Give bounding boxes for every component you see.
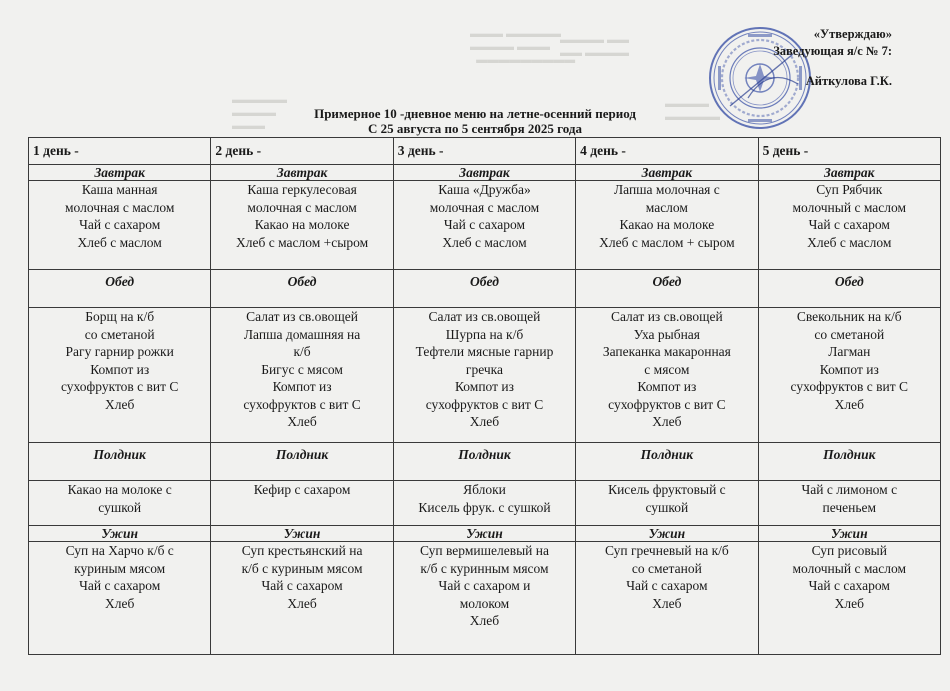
menu-cell-lunch-day4 (576, 308, 758, 443)
menu-cell-breakfast-day5 (758, 181, 940, 270)
dish-line: к/б (293, 344, 311, 359)
meal-label-snack: Полдник (29, 443, 211, 481)
dish-line: печеньем (822, 499, 877, 515)
dish-line: Суп рисовый (811, 543, 887, 558)
dish-line: Хлеб (652, 595, 682, 611)
dish-line: Хлеб с маслом +сыром (236, 234, 369, 250)
dish-line: сухофруктов с вит С (243, 396, 361, 412)
menu-cell-snack-day1 (29, 481, 211, 526)
approval-heading: «Утверждаю» (813, 27, 892, 41)
dish-line: сушкой (645, 499, 689, 515)
dish-line: сухофруктов с вит С (790, 379, 909, 394)
menu-cell-breakfast-day2 (211, 181, 393, 270)
dish-line: Суп крестьянский на (241, 543, 363, 558)
menu-title-line1: Примерное 10 -дневное меню на летне-осенний период (314, 106, 636, 121)
dish-line: Хлеб (287, 595, 317, 611)
dish-line: Рагу гарнир рожки (65, 344, 174, 359)
dish-line: Запеканка макаронная (602, 344, 731, 359)
dish-line: Шурпа на к/б (445, 326, 524, 342)
dish-line: Чай с сахаром (808, 578, 890, 593)
dish-line: Компот из (637, 379, 697, 394)
meal-label-breakfast: Завтрак (576, 165, 758, 181)
dish-line: Кисель фрук. с сушкой (418, 499, 551, 515)
meal-label-dinner: Ужин (211, 526, 393, 542)
approval-block (773, 26, 892, 90)
menu-cell-lunch-day3 (393, 308, 575, 443)
dish-line: Суп гречневый на к/б (604, 543, 729, 558)
dish-line: Салат из св.овощей (246, 309, 358, 324)
bleed-through-texture: ▬▬▬▬ ▬▬▬▬▬ (665, 98, 720, 123)
menu-title-line2: С 25 августа по 5 сентября 2025 года (368, 121, 582, 136)
dish-line: гречка (465, 361, 504, 377)
dish-line: Хлеб с маслом (442, 234, 527, 250)
snack-dishes-row (29, 481, 941, 526)
dish-line: Компот из (454, 379, 514, 394)
dish-line: к/б с куриным мясом (241, 560, 363, 576)
lunch-dishes-row (29, 308, 941, 443)
dish-line: Чай с лимоном с (801, 482, 898, 497)
meal-label-snack: Полдник (211, 443, 393, 481)
dish-line: Каша «Дружба» (438, 182, 531, 197)
dish-line: Хлеб (469, 414, 500, 429)
dish-line: Тефтели мясные гарнир (415, 344, 554, 359)
meal-label-dinner: Ужин (29, 526, 211, 542)
dish-line: Бигус с мясом (261, 361, 343, 377)
meal-label-lunch: Обед (393, 270, 575, 308)
dish-line: к/б с куринным мясом (420, 560, 549, 576)
dish-line: сухофруктов с вит С (425, 396, 544, 412)
day-header-2: 2 день - (211, 138, 393, 165)
dish-line: Кисель фруктовый с (608, 482, 726, 497)
meal-label-lunch: Обед (211, 270, 393, 308)
dish-line: молочная с маслом (429, 199, 540, 215)
meal-label-breakfast: Завтрак (758, 165, 940, 181)
dish-line: со сметаной (84, 326, 155, 342)
menu-cell-lunch-day5 (758, 308, 940, 443)
dish-line: Хлеб с маслом (807, 234, 892, 250)
meal-label-dinner: Ужин (576, 526, 758, 542)
dish-line: молочная с маслом (64, 199, 175, 215)
dish-line: сухофруктов с вит С (608, 396, 726, 412)
dish-line: Хлеб (469, 613, 500, 628)
dish-line: Компот из (272, 379, 332, 394)
dish-line: с мясом (644, 361, 690, 377)
dish-line: Хлеб (105, 396, 135, 412)
dish-line: Уха рыбная (633, 326, 700, 342)
dish-line: Компот из (819, 361, 879, 377)
dish-line: Салат из св.овощей (428, 309, 541, 324)
bleed-through-texture: ▬▬▬▬▬ ▬▬▬▬ ▬▬▬ (232, 94, 287, 132)
dish-line: Хлеб (105, 595, 135, 611)
menu-cell-lunch-day2 (211, 308, 393, 443)
dish-line: Салат из св.овощей (610, 309, 723, 324)
day-header-3: 3 день - (393, 138, 575, 165)
menu-cell-breakfast-day1 (29, 181, 211, 270)
dish-line: Какао на молоке (254, 217, 350, 232)
dish-line: молочная с маслом (247, 199, 357, 215)
menu-cell-snack-day4 (576, 481, 758, 526)
menu-cell-lunch-day1 (29, 308, 211, 443)
dish-line: Свекольник на к/б (796, 309, 902, 324)
menu-cell-dinner-day2 (211, 542, 393, 655)
dish-line: Чай с сахаром и (438, 578, 531, 593)
dish-line: Суп Рябчик (816, 182, 883, 197)
menu-cell-breakfast-day4 (576, 181, 758, 270)
day-header-5: 5 день - (758, 138, 940, 165)
meal-label-breakfast: Завтрак (393, 165, 575, 181)
menu-cell-dinner-day5 (758, 542, 940, 655)
dish-line: Чай с сахаром (808, 217, 890, 232)
meal-label-breakfast: Завтрак (29, 165, 211, 181)
dish-line: сухофруктов с вит С (60, 379, 179, 394)
dish-line: Суп вермишелевый на (419, 543, 549, 558)
dish-line: Хлеб (834, 396, 864, 412)
menu-title (0, 106, 950, 136)
day-header-1: 1 день - (29, 138, 211, 165)
dish-line: Суп на Харчо к/б с (65, 543, 174, 558)
menu-cell-dinner-day1 (29, 542, 211, 655)
meal-label-snack: Полдник (576, 443, 758, 481)
dish-line: Яблоки (463, 482, 506, 497)
meal-label-lunch: Обед (576, 270, 758, 308)
dish-line: Каша манная (81, 182, 158, 197)
meal-label-breakfast: Завтрак (211, 165, 393, 181)
dish-line: Чай с сахаром (261, 578, 343, 593)
dish-line: Кефир с сахаром (253, 482, 351, 497)
meal-label-dinner: Ужин (758, 526, 940, 542)
dish-line: Чай с сахаром (79, 217, 161, 232)
dish-line: Лапша молочная с (613, 182, 720, 197)
dish-line: молочный с маслом (792, 560, 907, 576)
dish-line: Какао на молоке с (67, 482, 172, 497)
dish-line: Лапша домашняя на (243, 326, 361, 342)
dish-line: сушкой (98, 499, 142, 515)
dish-line: Лагман (828, 344, 871, 359)
lunch-label-row (29, 270, 941, 308)
approval-signatory: Айткулова Г.К. (805, 74, 892, 88)
dish-line: Хлеб с маслом (77, 234, 162, 250)
dinner-dishes-row (29, 542, 941, 655)
dish-line: Чай с сахаром (443, 217, 526, 232)
meal-label-dinner: Ужин (393, 526, 575, 542)
dish-line: Компот из (90, 361, 150, 377)
menu-cell-breakfast-day3 (393, 181, 575, 270)
dish-line: Хлеб (834, 595, 864, 611)
meal-label-lunch: Обед (758, 270, 940, 308)
day-header-4: 4 день - (576, 138, 758, 165)
menu-cell-dinner-day3 (393, 542, 575, 655)
dish-line: Хлеб с маслом + сыром (599, 234, 735, 250)
dish-line: Чай с сахаром (79, 578, 161, 593)
menu-table (28, 137, 941, 655)
dish-line: со сметаной (631, 560, 702, 576)
breakfast-dishes-row (29, 181, 941, 270)
bleed-through-texture: ▬▬▬ ▬▬▬▬▬ ▬▬▬▬ ▬▬▬ ▬▬▬▬▬▬▬▬▬ (470, 28, 576, 66)
dish-line: Хлеб (652, 414, 682, 429)
breakfast-label-row (29, 165, 941, 181)
meal-label-snack: Полдник (758, 443, 940, 481)
approval-position: Заведующая я/с № 7: (773, 44, 892, 58)
dish-line: маслом (645, 199, 688, 215)
dish-line: Чай с сахаром (626, 578, 708, 593)
day-header-row (29, 138, 941, 165)
dish-line: Борщ на к/б (85, 309, 155, 324)
meal-label-lunch: Обед (29, 270, 211, 308)
menu-cell-snack-day3 (393, 481, 575, 526)
dish-line: молоком (459, 595, 510, 611)
menu-cell-snack-day5 (758, 481, 940, 526)
menu-cell-snack-day2 (211, 481, 393, 526)
dish-line: Хлеб (287, 414, 317, 429)
dish-line: Какао на молоке (619, 217, 715, 232)
dish-line: Каша геркулесовая (247, 182, 357, 197)
dish-line: молочный с маслом (792, 199, 907, 215)
menu-cell-dinner-day4 (576, 542, 758, 655)
bleed-through-texture: ▬▬▬▬ ▬▬ ▬▬ ▬▬▬▬ (560, 34, 630, 59)
dish-line: со сметаной (814, 326, 885, 342)
meal-label-snack: Полдник (393, 443, 575, 481)
dinner-label-row (29, 526, 941, 542)
menu-table-body (29, 138, 941, 655)
dish-line: куриным мясом (74, 560, 166, 576)
snack-label-row (29, 443, 941, 481)
